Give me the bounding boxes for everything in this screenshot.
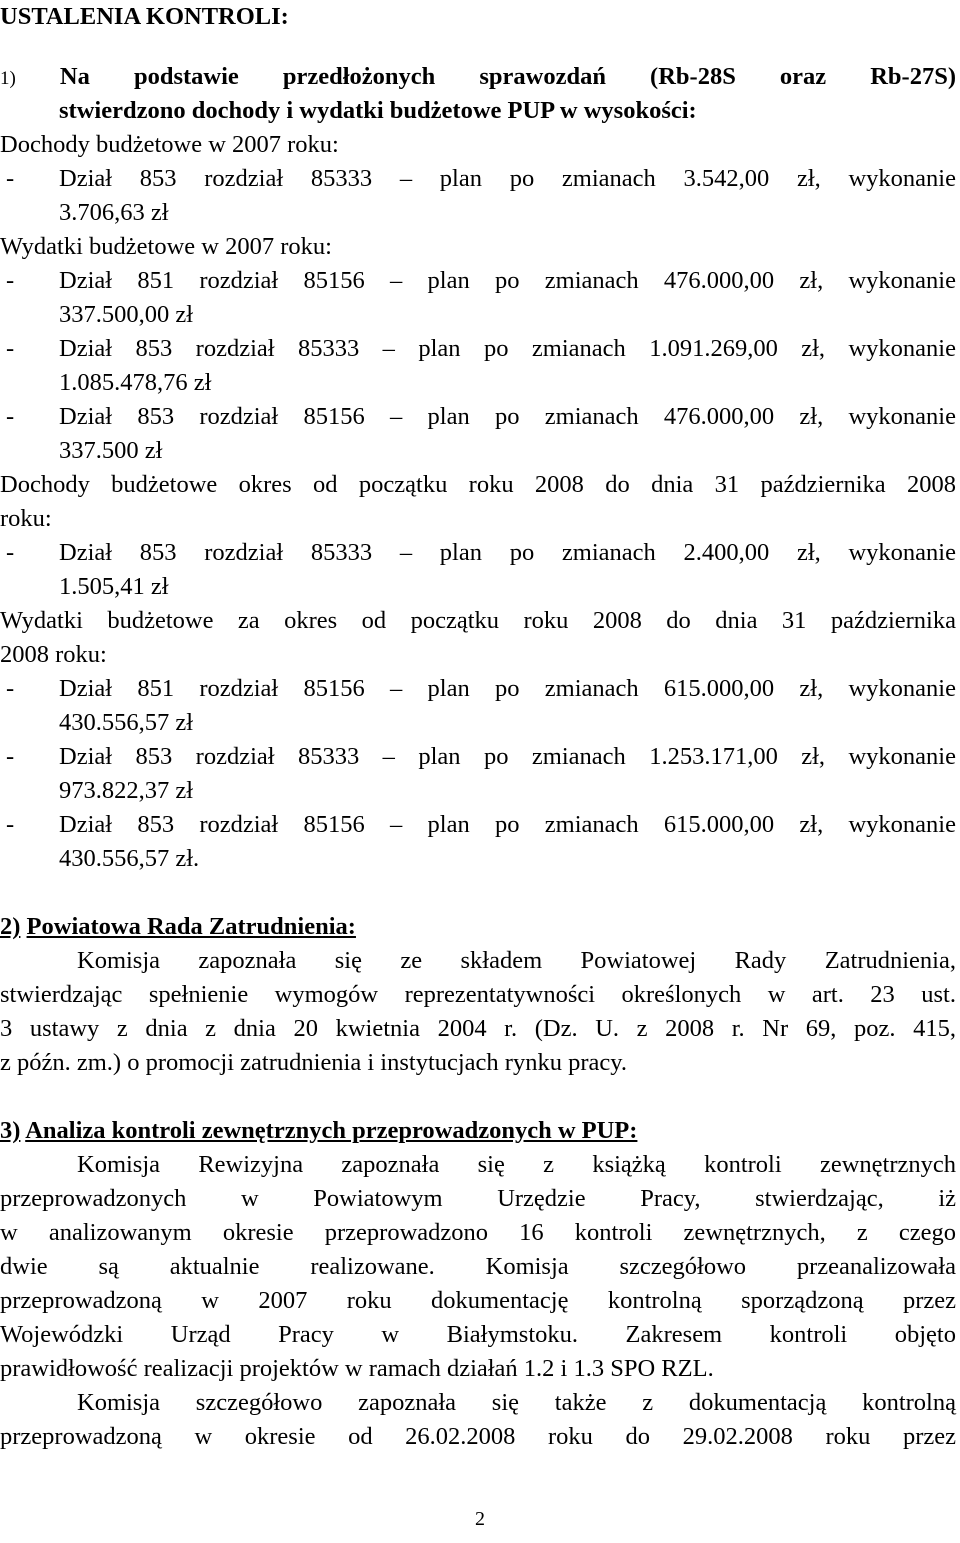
- section-3-paragraph-line: w analizowanym okresie przeprowadzono 16 kontroli zewnętrznych, z czego: [0, 1219, 956, 1246]
- list-dash: -: [6, 165, 15, 192]
- list-item-continuation: 337.500,00 zł: [59, 301, 194, 328]
- section-3-paragraph-line: przeprowadzoną w okresie od 26.02.2008 roku do 29.02.2008 roku przez: [0, 1423, 956, 1450]
- wydatki-2008-heading-continuation: 2008 roku:: [0, 641, 107, 668]
- section-3-paragraph-line: Komisja Rewizyjna zapoznała się z książką kontroli zewnętrznych: [77, 1151, 956, 1178]
- section-2-paragraph-line: stwierdzając spełnienie wymogów reprezentatywności określonych w art. 23 ust.: [0, 981, 956, 1008]
- list-dash: -: [6, 403, 15, 430]
- wydatki-2008-heading: Wydatki budżetowe za okres od początku roku 2008 do dnia 31 października: [0, 607, 956, 634]
- list-dash: -: [6, 267, 15, 294]
- section-1-title-line-2: stwierdzono dochody i wydatki budżetowe PUP w wysokości:: [59, 97, 697, 124]
- list-dash: -: [6, 811, 15, 838]
- list-dash: -: [6, 743, 15, 770]
- list-item-text: Dział 851 rozdział 85156 – plan po zmianach 615.000,00 zł, wykonanie: [59, 675, 956, 702]
- list-item-text: Dział 853 rozdział 85156 – plan po zmianach 476.000,00 zł, wykonanie: [59, 403, 956, 430]
- list-item-continuation: 3.706,63 zł: [59, 199, 169, 226]
- section-3-paragraph-line: przeprowadzonych w Powiatowym Urzędzie Pracy, stwierdzając, iż: [0, 1185, 956, 1212]
- section-2-paragraph-line: z późn. zm.) o promocji zatrudnienia i instytucjach rynku pracy.: [0, 1049, 628, 1076]
- list-item-text: Dział 853 rozdział 85333 – plan po zmianach 1.091.269,00 zł, wykonanie: [59, 335, 956, 362]
- dochody-2007-heading: Dochody budżetowe w 2007 roku:: [0, 131, 339, 158]
- list-item-continuation: 973.822,37 zł: [59, 777, 194, 804]
- list-item-continuation: 430.556,57 zł.: [59, 845, 200, 872]
- section-2-title: [0, 910, 956, 944]
- section-3-paragraph-line: Wojewódzki Urząd Pracy w Białymstoku. Zakresem kontroli objęto: [0, 1321, 956, 1348]
- section-2-paragraph-line: 3 ustawy z dnia z dnia 20 kwietnia 2004 r. (Dz. U. z 2008 r. Nr 69, poz. 415,: [0, 1015, 956, 1042]
- list-dash: -: [6, 539, 15, 566]
- section-1-number: 1): [0, 68, 16, 89]
- section-3-paragraph-line: dwie są aktualnie realizowane. Komisja szczegółowo przeanalizowała: [0, 1253, 956, 1280]
- list-dash: -: [6, 335, 15, 362]
- section-2-title-text: Powiatowa Rada Zatrudnienia:: [26, 913, 356, 940]
- section-2-paragraph-line: Komisja zapoznała się ze składem Powiatowej Rady Zatrudnienia,: [77, 947, 956, 974]
- section-3-paragraph-line: przeprowadzoną w 2007 roku dokumentację kontrolną sporządzoną przez: [0, 1287, 956, 1314]
- list-item-text: Dział 853 rozdział 85156 – plan po zmianach 615.000,00 zł, wykonanie: [59, 811, 956, 838]
- list-item-continuation: 1.085.478,76 zł: [59, 369, 212, 396]
- page-number: 2: [475, 1508, 485, 1530]
- section-3-number: 3): [0, 1117, 21, 1144]
- section-3-title-text: Analiza kontroli zewnętrznych przeprowadzonych w PUP:: [25, 1117, 638, 1144]
- section-3-paragraph-line: prawidłowość realizacji projektów w ramach działań 1.2 i 1.3 SPO RZL.: [0, 1355, 714, 1382]
- section-3-title: [0, 1114, 956, 1148]
- list-item-continuation: 1.505,41 zł: [59, 573, 169, 600]
- document-heading: USTALENIA KONTROLI:: [0, 3, 289, 30]
- section-1-title-text: Na podstawie przedłożonych sprawozdań (Rb-28S oraz Rb-27S): [59, 63, 956, 90]
- section-2-number: 2): [0, 913, 21, 940]
- dochody-2008-heading-continuation: roku:: [0, 505, 52, 532]
- dochody-2008-heading: Dochody budżetowe okres od początku roku 2008 do dnia 31 października 2008: [0, 471, 956, 498]
- list-item-text: Dział 853 rozdział 85333 – plan po zmianach 1.253.171,00 zł, wykonanie: [59, 743, 956, 770]
- list-item-continuation: 430.556,57 zł: [59, 709, 194, 736]
- list-item-text: Dział 851 rozdział 85156 – plan po zmianach 476.000,00 zł, wykonanie: [59, 267, 956, 294]
- wydatki-2007-heading: Wydatki budżetowe w 2007 roku:: [0, 233, 332, 260]
- section-1-title-line-1: [0, 60, 956, 96]
- list-item-continuation: 337.500 zł: [59, 437, 163, 464]
- list-dash: -: [6, 675, 15, 702]
- list-item-text: Dział 853 rozdział 85333 – plan po zmianach 2.400,00 zł, wykonanie: [59, 539, 956, 566]
- list-item-text: Dział 853 rozdział 85333 – plan po zmianach 3.542,00 zł, wykonanie: [59, 165, 956, 192]
- section-3-paragraph-line: Komisja szczegółowo zapoznała się także z dokumentacją kontrolną: [77, 1389, 956, 1416]
